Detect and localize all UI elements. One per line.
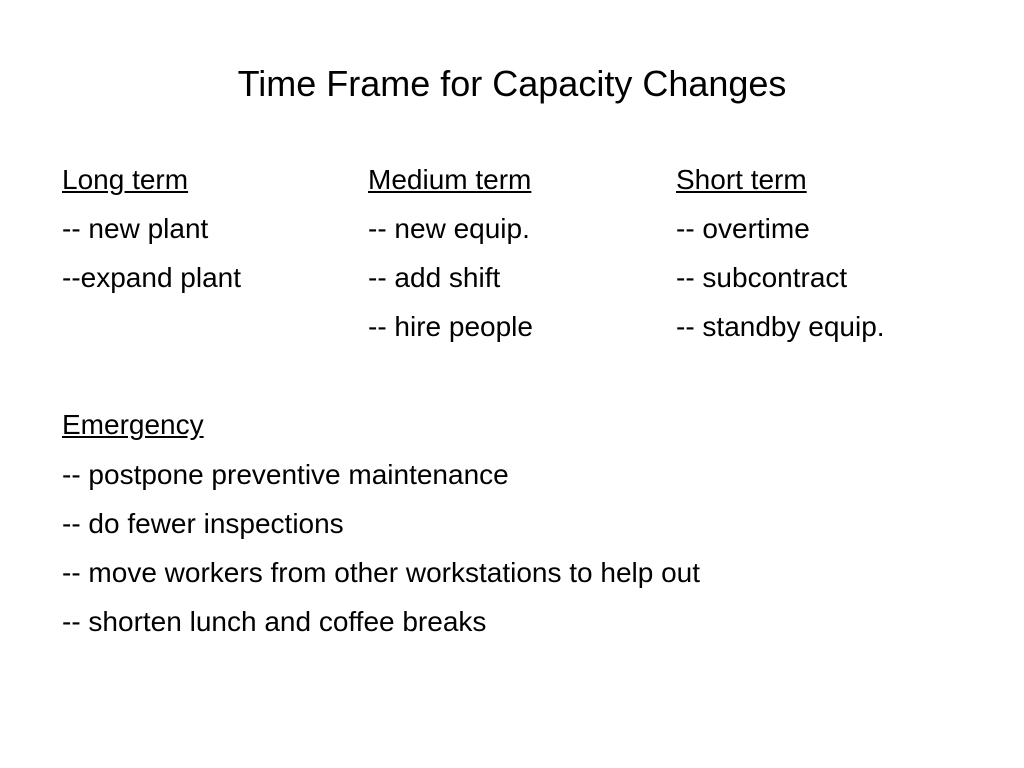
long-term-heading: Long term — [62, 164, 189, 195]
emergency-item: -- postpone preventive maintenance — [62, 459, 509, 490]
emergency-item: -- shorten lunch and coffee breaks — [62, 606, 487, 637]
short-term-heading: Short term — [676, 164, 807, 195]
short-term-item: -- overtime — [676, 213, 810, 244]
emergency-item: -- move workers from other workstations to help out — [62, 557, 701, 588]
medium-term-item: -- add shift — [368, 262, 501, 293]
long-term-item: --expand plant — [62, 262, 242, 293]
slide-title: Time Frame for Capacity Changes — [237, 63, 787, 104]
short-term-item: -- standby equip. — [676, 311, 885, 342]
long-term-item: -- new plant — [62, 213, 209, 244]
medium-term-item: -- hire people — [368, 311, 533, 342]
emergency-heading: Emergency — [62, 409, 204, 440]
medium-term-item: -- new equip. — [368, 213, 530, 244]
emergency-item: -- do fewer inspections — [62, 508, 344, 539]
medium-term-heading: Medium term — [368, 164, 532, 195]
short-term-item: -- subcontract — [676, 262, 848, 293]
